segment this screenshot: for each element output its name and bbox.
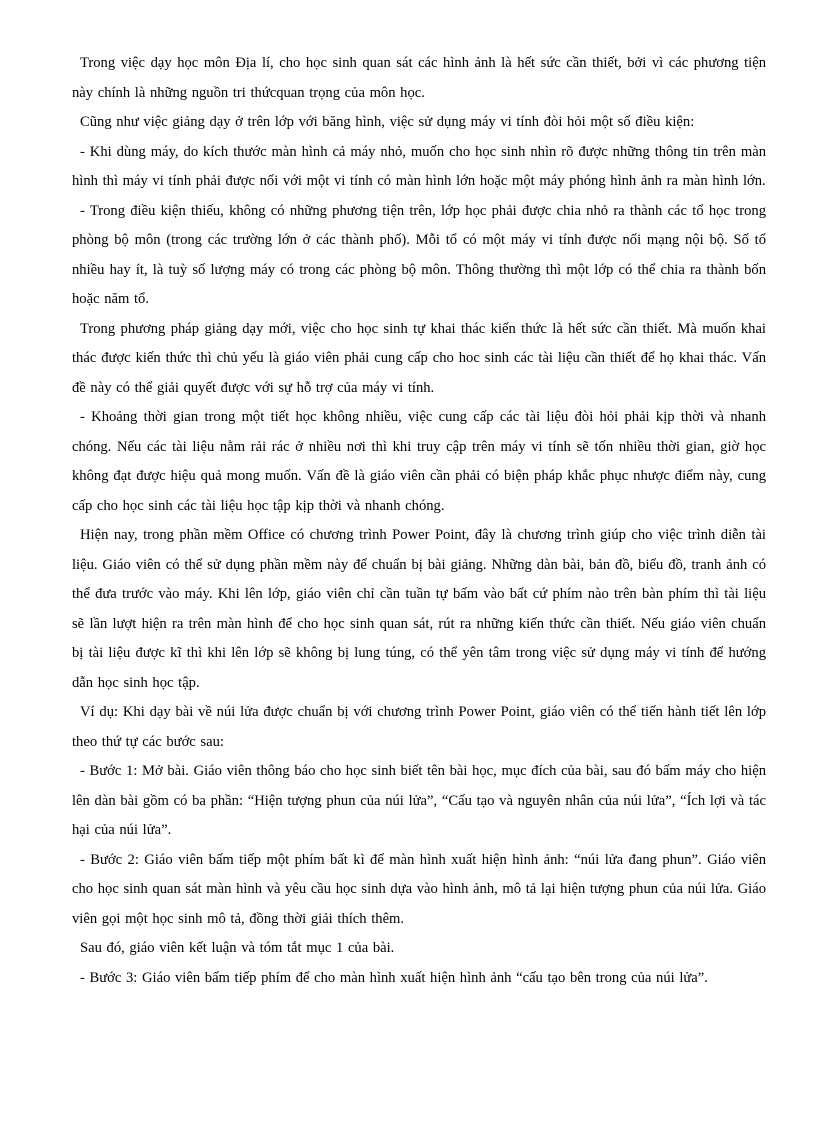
paragraph-time-limit: - Khoảng thời gian trong một tiết học không nhiều, việc cung cấp các tài liệu đòi hỏi phải kịp thời và nhanh chóng. Nếu các tài liệu nằm rải rác ở nhiều nơi thì khi truy cập trên máy vi tính sẽ tốn nhiều thời gian, giờ học không đạt được hiệu quả mong muốn. Vấn đề là giáo viên cần phải có biện pháp khắc phục nhược điểm này, cung cấp cho học sinh các tài liệu học tập kịp thời và nhanh chóng. xyxy=(72,409,766,514)
document-page xyxy=(72,49,766,993)
paragraph-conclusion: Sau đó, giáo viên kết luận và tóm tắt mục 1 của bài. xyxy=(80,940,395,956)
paragraph-example: Ví dụ: Khi dạy bài về núi lửa được chuẩn bị với chương trình Power Point, giáo viên có thể tiến hành tiết lên lớp theo thứ tự các bước sau: xyxy=(72,704,766,750)
paragraph-intro: Trong việc dạy học môn Địa lí, cho học sinh quan sát các hình ảnh là hết sức cần thiết, bởi vì các phương tiện này chính là những nguồn tri thứcquan trọng của môn học. xyxy=(72,55,766,101)
paragraph-step-3: - Bước 3: Giáo viên bấm tiếp phím để cho màn hình xuất hiện hình ảnh “cấu tạo bên trong của núi lửa”. xyxy=(80,969,708,986)
paragraph-step-1: - Bước 1: Mở bài. Giáo viên thông báo cho học sinh biết tên bài học, mục đích của bài, sau đó bấm máy cho hiện lên dàn bài gồm có ba phần: “Hiện tượng phun của núi lửa”, “Cấu tạo và nguyên nhân của núi lửa”, “Ích lợi và tác hại của núi lửa”. xyxy=(72,763,766,838)
paragraph-conditions: Cũng như việc giảng dạy ở trên lớp với băng hình, việc sử dụng máy vi tính đòi hỏi một số điều kiện: xyxy=(80,114,695,130)
paragraph-large-screen: - Khi dùng máy, do kích thước màn hình cả máy nhỏ, muốn cho học sinh nhìn rõ được những thông tin trên màn hình thì máy vi tính phải được nối với một vi tính có màn hình lớn hoặc một máy phóng hình ảnh ra màn hình lớn. xyxy=(72,143,766,189)
paragraph-new-method: Trong phương pháp giảng dạy mới, việc cho học sinh tự khai thác kiến thức là hết sức cần thiết. Mà muốn khai thác được kiến thức thì chủ yếu là giáo viên phải cung cấp cho hoc sinh các tài liệu cần thiết để họ khai thác. Vấn đề này có thể giải quyết được với sự hỗ trợ của máy vi tính. xyxy=(72,320,766,396)
paragraph-power-point: Hiện nay, trong phần mềm Office có chương trình Power Point, đây là chương trình giúp cho việc trình diễn tài liệu. Giáo viên có thể sử dụng phần mềm này để chuẩn bị bài giảng. Những dàn bài, bản đồ, biểu đồ, tranh ảnh có thể đưa trước vào máy. Khi lên lớp, giáo viên chỉ cần tuần tự bấm vào bất cứ phím nào trên bàn phím thì tài liệu sẽ lần lượt hiện ra trên màn hình để cho học sinh quan sát, rút ra những kiến thức cần thiết. Nếu giáo viên chuẩn bị tài liệu được kĩ thì khi lên lớp sẽ không bị lung túng, có thể yên tâm trong việc sử dụng máy vi tính để hướng dẫn học sinh học tập. xyxy=(72,527,766,691)
paragraph-step-2: - Bước 2: Giáo viên bấm tiếp một phím bất kì để màn hình xuất hiện hình ảnh: “núi lửa đang phun”. Giáo viên cho học sinh quan sát màn hình và yêu cầu học sinh dựa vào hình ảnh, mô tả lại hiện tượng phun của núi lửa. Giáo viên gọi một học sinh mô tả, đồng thời giải thích thêm. xyxy=(72,851,766,927)
paragraph-group-work: - Trong điều kiện thiếu, không có những phương tiện trên, lớp học phải được chia nhỏ ra thành các tổ học trong phòng bộ môn (trong các trường lớn ở các thành phố). Mỗi tổ có một máy vi tính được nối mạng nội bộ. Số tổ nhiều hay ít, là tuỳ số lượng máy có trong các phòng bộ môn. Thông thường thì một lớp có thể chia ra thành bốn hoặc năm tổ. xyxy=(72,202,766,307)
